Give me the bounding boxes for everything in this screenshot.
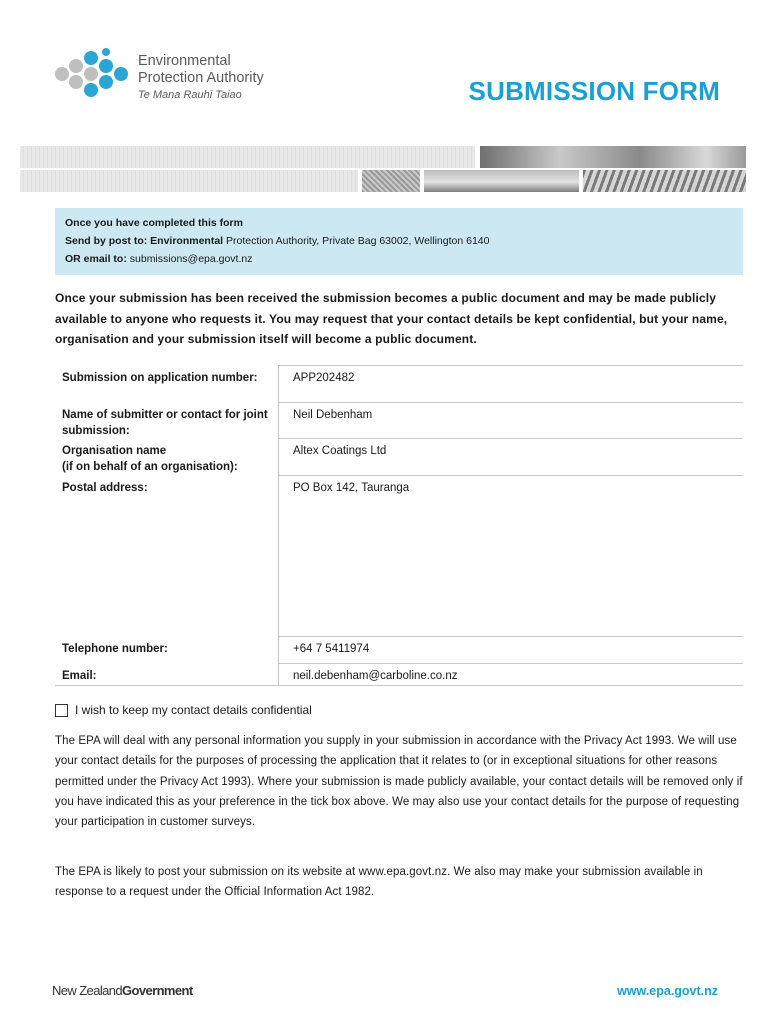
- footer-website-link[interactable]: www.epa.govt.nz: [617, 984, 718, 998]
- table-row: [55, 636, 743, 663]
- confidential-checkbox[interactable]: [55, 704, 68, 717]
- nz-government-logo-part-1: New Zealand: [52, 983, 122, 998]
- organisation-label-line-1: Organisation name: [62, 445, 167, 457]
- form-title: SUBMISSION FORM: [468, 76, 720, 106]
- submitter-name-label: Name of submitter or contact for joint submission:: [62, 409, 268, 437]
- confidential-checkbox-label: I wish to keep my contact details confidential: [75, 703, 312, 717]
- email-value[interactable]: neil.debenham@carboline.co.nz: [293, 670, 458, 682]
- nz-government-logo: [52, 983, 193, 998]
- postal-address-value[interactable]: PO Box 142, Tauranga: [293, 482, 410, 494]
- banner-photo-fern: [583, 170, 746, 192]
- banner-strip-bottom: [20, 170, 358, 192]
- privacy-paragraph: The EPA will deal with any personal information you supply in your submission in accordance with the Privacy Act 1993. We will use your contact details for the purposes of processing the application that it relates to (or in exceptional situations for other reasons permitted under the Privacy Act 1993). Where your submission is made publicly available, your contact details will be removed only if you have indicated this as your preference in the tick box above. We may also use your contact details for the purpose of requesting your participation in customer surveys.: [55, 735, 743, 829]
- table-row: [55, 663, 743, 685]
- organisation-label-line-2: (if on behalf of an organisation):: [62, 461, 238, 473]
- banner-photo-texture: [362, 170, 420, 192]
- post-label: Send by post to: Environmental: [65, 235, 224, 247]
- public-document-notice: Once your submission has been received the submission becomes a public document and may be made publicly available to anyone who requests it. You may request that your contact details be kept confidential, but your name, organisation and your submission itself will become a public document.: [55, 291, 728, 346]
- website-paragraph: The EPA is likely to post your submission on its website at www.epa.govt.nz. We also may make your submission available in response to a request under the Official Information Act 1982.: [55, 866, 703, 899]
- table-row: [55, 438, 743, 475]
- application-number-label: Submission on application number:: [62, 372, 258, 384]
- logo-text-line-2: Protection Authority: [138, 70, 264, 86]
- banner-strip-top: [20, 146, 475, 168]
- submission-email: submissions@epa.govt.nz: [126, 253, 253, 265]
- organisation-label: [62, 443, 272, 475]
- banner-photo-sky: [424, 170, 579, 192]
- table-row: [55, 365, 743, 402]
- email-label: Email:: [62, 670, 97, 682]
- confidential-option[interactable]: [55, 703, 312, 717]
- post-address: Protection Authority, Private Bag 63002, Wellington 6140: [223, 235, 490, 247]
- instructions-line-1: Once you have completed this form: [65, 217, 243, 229]
- telephone-label: Telephone number:: [62, 643, 168, 655]
- postal-address-label: Postal address:: [62, 482, 148, 494]
- logo-text-line-1: Environmental: [138, 53, 231, 69]
- banner-photo-grass: [480, 146, 746, 168]
- table-bottom-border: [55, 685, 743, 686]
- table-row: [55, 475, 743, 636]
- instructions-line-3: [65, 253, 252, 265]
- submitter-name-value[interactable]: Neil Debenham: [293, 409, 373, 421]
- epa-logo-icon: [50, 48, 134, 102]
- table-row: [55, 402, 743, 438]
- logo-subtitle: Te Mana Rauhī Taiao: [138, 89, 242, 101]
- application-number-value[interactable]: APP202482: [293, 372, 355, 384]
- organisation-value[interactable]: Altex Coatings Ltd: [293, 445, 387, 457]
- instructions-box: [55, 208, 743, 275]
- nz-government-logo-part-2: Government: [122, 983, 193, 998]
- email-label: OR email to:: [65, 253, 127, 265]
- instructions-line-2: [65, 235, 489, 247]
- telephone-value[interactable]: +64 7 5411974: [293, 643, 370, 655]
